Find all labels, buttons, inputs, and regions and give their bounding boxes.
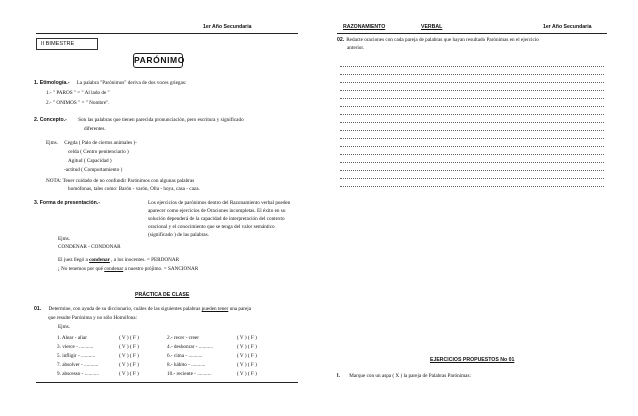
question-text: Redacte oraciones con cada pareja de palabras que hayan resultado Parónimas en el ejercicio (346, 37, 539, 43)
writing-line[interactable] (340, 186, 604, 187)
example-label: Ejms. (46, 140, 58, 146)
section-text: La palabra "Parónimos" deriva de dos voces griegas: (76, 80, 187, 86)
table-row (57, 353, 277, 359)
word-pair: 4.- deshonrar - ........... (167, 344, 213, 350)
writing-line[interactable] (340, 154, 604, 155)
word-pair: 7. absolver - ........... (57, 362, 99, 368)
true-false-options: ( V ) ( F ) (119, 344, 139, 350)
question-02 (337, 37, 539, 43)
left-header-rule (36, 33, 298, 34)
exercise-text: Marque con un aspa ( X ) la pareja de Palabras Parónimas: (349, 373, 471, 379)
question-number: 02. (337, 37, 345, 43)
writing-line[interactable] (340, 170, 604, 171)
word-pair: 9. abscesso - ........... (57, 371, 99, 377)
page-title: PARÓNIMO (133, 53, 183, 68)
word-pair: 2.- recer - creer (167, 335, 199, 341)
writing-line[interactable] (340, 106, 604, 107)
true-false-options: ( V ) ( F ) (119, 371, 139, 377)
sentence-underlined: condenar (89, 257, 110, 263)
writing-line[interactable] (340, 90, 604, 91)
right-header-subject: RAZONAMIENTO (343, 24, 386, 30)
writing-line[interactable] (340, 162, 604, 163)
sentence-part: ¡ No tenemos por qué (58, 266, 105, 272)
example-sentence-1 (58, 257, 179, 263)
writing-line[interactable] (340, 178, 604, 179)
exercises-title: EJERCICIOS PROPUESTOS No 01 (430, 357, 515, 363)
section-label: 2. Concepto.- (34, 117, 67, 123)
left-header-grade: 1er Año Secundaria (203, 24, 252, 30)
right-header-subject-2: VERBAL (421, 24, 443, 30)
table-row (57, 335, 277, 341)
section-text: Son las palabras que tienen parecida pronunciación, pero escritura y significado (78, 117, 244, 123)
question-number: 01. (34, 306, 42, 312)
word-pair: 1. Alear - aliar (57, 335, 87, 341)
exercise-number: I. (337, 373, 340, 379)
table-row (57, 344, 277, 350)
exercise-I (337, 373, 471, 379)
forma-text-4: oracional y el conocimiento que se tenga del valor semántico (148, 224, 275, 230)
concepto-text-2: diferentes. (84, 126, 106, 132)
question-text: una pareja (228, 306, 252, 312)
sentence-part: a nuestro prójimo. = SANCIONAR (123, 266, 199, 272)
forma-text-1: Los ejercicios de parónimos dentro del Razonamiento verbal pueden (148, 200, 291, 206)
practice-title: PRÁCTICA DE CLASE (135, 292, 190, 298)
word-pair: 10.- reciente - ........... (167, 371, 212, 377)
writing-line[interactable] (340, 114, 604, 115)
section-concepto (34, 117, 244, 123)
example-sentence-2 (58, 266, 198, 272)
writing-line[interactable] (340, 98, 604, 99)
writing-line[interactable] (340, 74, 604, 75)
word-pair: 6.- cima - ........... (167, 353, 203, 359)
word-pair: 5. infligir - ........... (57, 353, 96, 359)
word-pair: 8.- hábito - ........... (167, 362, 206, 368)
nota-line-1: NOTA: Tener cuidado de no confundir Parónimos con algunas palabras (46, 178, 195, 184)
true-false-options: ( V ) ( F ) (237, 362, 257, 368)
true-false-options: ( V ) ( F ) (119, 362, 139, 368)
example-label-2: Ejms. (58, 236, 70, 242)
true-false-options: ( V ) ( F ) (237, 344, 257, 350)
sentence-part: El juez llegó a (58, 257, 90, 263)
nota-line-2: homófonas, tales como: Barón - varón, Olla - hoya, casa - caza. (68, 186, 200, 192)
example-block-1 (46, 140, 137, 146)
writing-line[interactable] (340, 82, 604, 83)
bimestre-label: II BIMESTRE (36, 38, 98, 50)
example-item: Agitud ( Capacidad ) (68, 158, 112, 164)
question-underlined: pueden tener (201, 306, 229, 312)
forma-text-5: (significado ) de las palabras. (148, 232, 209, 238)
right-header-grade: 1er Año Secundaria (543, 24, 592, 30)
true-false-options: ( V ) ( F ) (119, 335, 139, 341)
question-02-text-2: anterior. (347, 45, 365, 51)
table-row (57, 362, 277, 368)
example-item: celda ( Centro penitenciario ) (68, 149, 129, 155)
writing-line[interactable] (340, 130, 604, 131)
left-footer-rule (36, 382, 298, 383)
section-label: 1. Etimología.- (34, 80, 70, 86)
true-false-options: ( V ) ( F ) (237, 335, 257, 341)
word-pair: 3. vierce - ........... (57, 344, 94, 350)
forma-text-3: solución dependerá de la capacidad de interpretación del contexto (148, 216, 285, 222)
example-item: -actitud ( Comportamiento ) (64, 167, 123, 173)
section-forma-label: 3. Forma de presentación.- (34, 200, 101, 206)
true-false-options: ( V ) ( F ) (237, 353, 257, 359)
sentence-underlined: condenar (104, 266, 124, 272)
true-false-options: ( V ) ( F ) (237, 371, 257, 377)
question-text-2: que resulte Parónima y no sólo Homófona: (48, 315, 138, 321)
example-item: Cegda ( Palo de ciertos animales )- (64, 140, 137, 146)
question-text: Determine, con ayuda de su diccionario, cuáles de las siguientes palabras (48, 306, 202, 312)
sentence-part: , a los inocentes. = PERDONAR (109, 257, 180, 263)
section-etimologia (34, 80, 186, 86)
etimologia-line-1: 1.- " PAROS " = " Al lado de " (46, 90, 110, 96)
true-false-options: ( V ) ( F ) (119, 353, 139, 359)
practice-question (34, 306, 251, 312)
example-pair: CONDENAR - CONDONAR (58, 244, 121, 250)
forma-text-2: aparecer como ejercicios de Oraciones incompletas. El éxito en su (148, 208, 286, 214)
writing-line[interactable] (340, 66, 604, 67)
practice-ejms: Ejms. (58, 324, 70, 330)
writing-line[interactable] (340, 138, 604, 139)
right-header-rule (337, 33, 607, 34)
etimologia-line-2: 2.- " ONIMOS " = " Nombre". (46, 100, 110, 106)
table-row (57, 371, 277, 377)
writing-line[interactable] (340, 146, 604, 147)
writing-line[interactable] (340, 122, 604, 123)
